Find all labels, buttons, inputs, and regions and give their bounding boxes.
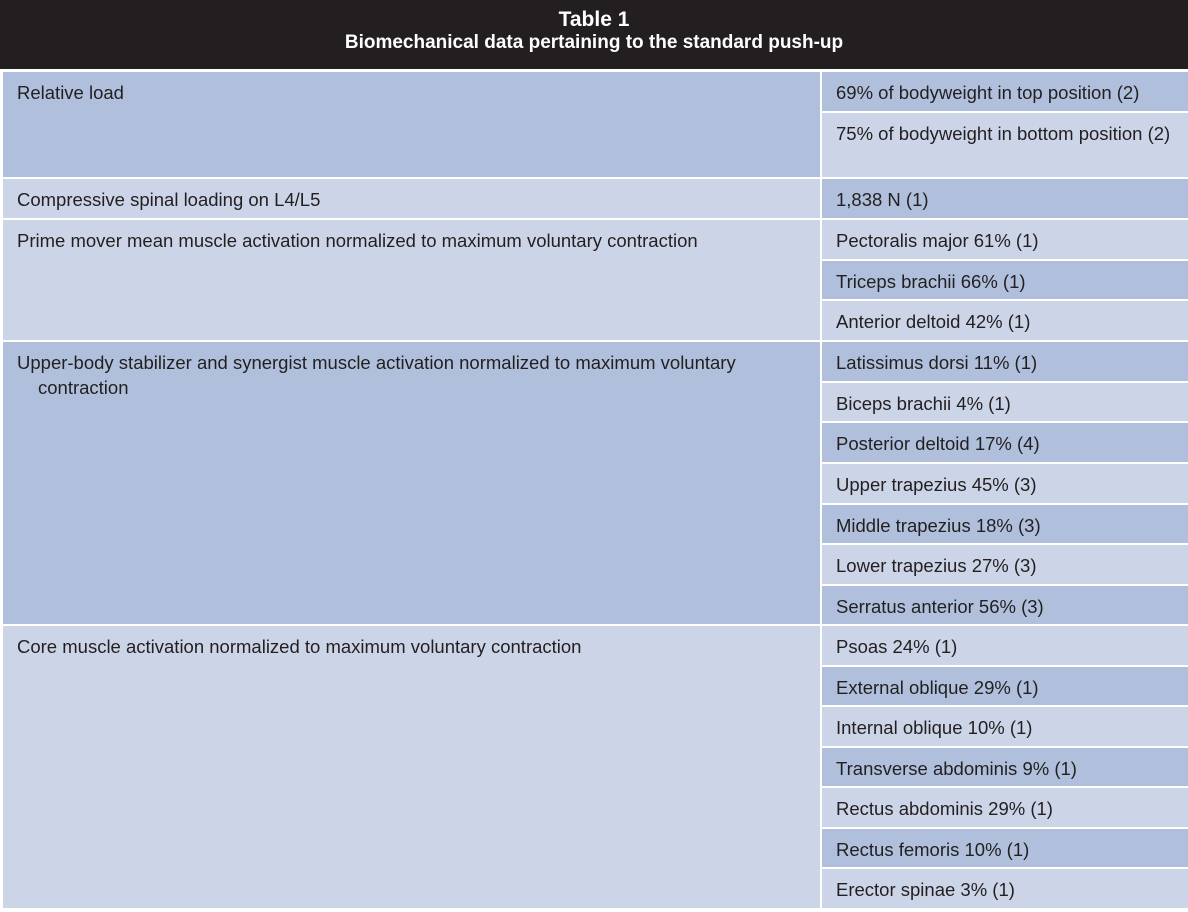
value-cell: Anterior deltoid 42% (1): [821, 300, 1188, 341]
value-cell: Lower trapezius 27% (3): [821, 544, 1188, 585]
data-table: [1, 70, 1188, 910]
table-title: Table 1: [558, 8, 630, 31]
table-subtitle: Biomechanical data pertaining to the standard push-up: [344, 32, 844, 53]
value-cell: Psoas 24% (1): [821, 625, 1188, 666]
value-cell: 75% of bodyweight in bottom position (2): [821, 112, 1188, 178]
value-cell: Serratus anterior 56% (3): [821, 585, 1188, 625]
value-cell: Transverse abdominis 9% (1): [821, 747, 1188, 787]
value-cell: Rectus femoris 10% (1): [821, 828, 1188, 868]
category-cell: Upper-body stabilizer and synergist muscle activation normalized to maximum voluntary contraction: [2, 341, 821, 625]
category-cell: Compressive spinal loading on L4/L5: [2, 178, 821, 219]
table-header: [0, 0, 1188, 69]
value-cell: Rectus abdominis 29% (1): [821, 787, 1188, 828]
value-cell: Middle trapezius 18% (3): [821, 504, 1188, 544]
value-cell: 69% of bodyweight in top position (2): [821, 71, 1188, 112]
category-cell: Core muscle activation normalized to maximum voluntary contraction: [2, 625, 821, 909]
value-cell: Erector spinae 3% (1): [821, 868, 1188, 909]
value-cell: Pectoralis major 61% (1): [821, 219, 1188, 260]
table-row: [2, 219, 1188, 260]
value-cell: Posterior deltoid 17% (4): [821, 422, 1188, 463]
category-cell: Relative load: [2, 71, 821, 178]
category-cell: Prime mover mean muscle activation normalized to maximum voluntary contraction: [2, 219, 821, 341]
value-cell: 1,838 N (1): [821, 178, 1188, 219]
value-cell: Upper trapezius 45% (3): [821, 463, 1188, 504]
table-row: [2, 625, 1188, 666]
table-row: [2, 71, 1188, 112]
table-row: [2, 341, 1188, 382]
value-cell: Triceps brachii 66% (1): [821, 260, 1188, 300]
value-cell: Latissimus dorsi 11% (1): [821, 341, 1188, 382]
value-cell: External oblique 29% (1): [821, 666, 1188, 706]
table-row: [2, 178, 1188, 219]
value-cell: Internal oblique 10% (1): [821, 706, 1188, 747]
value-cell: Biceps brachii 4% (1): [821, 382, 1188, 422]
